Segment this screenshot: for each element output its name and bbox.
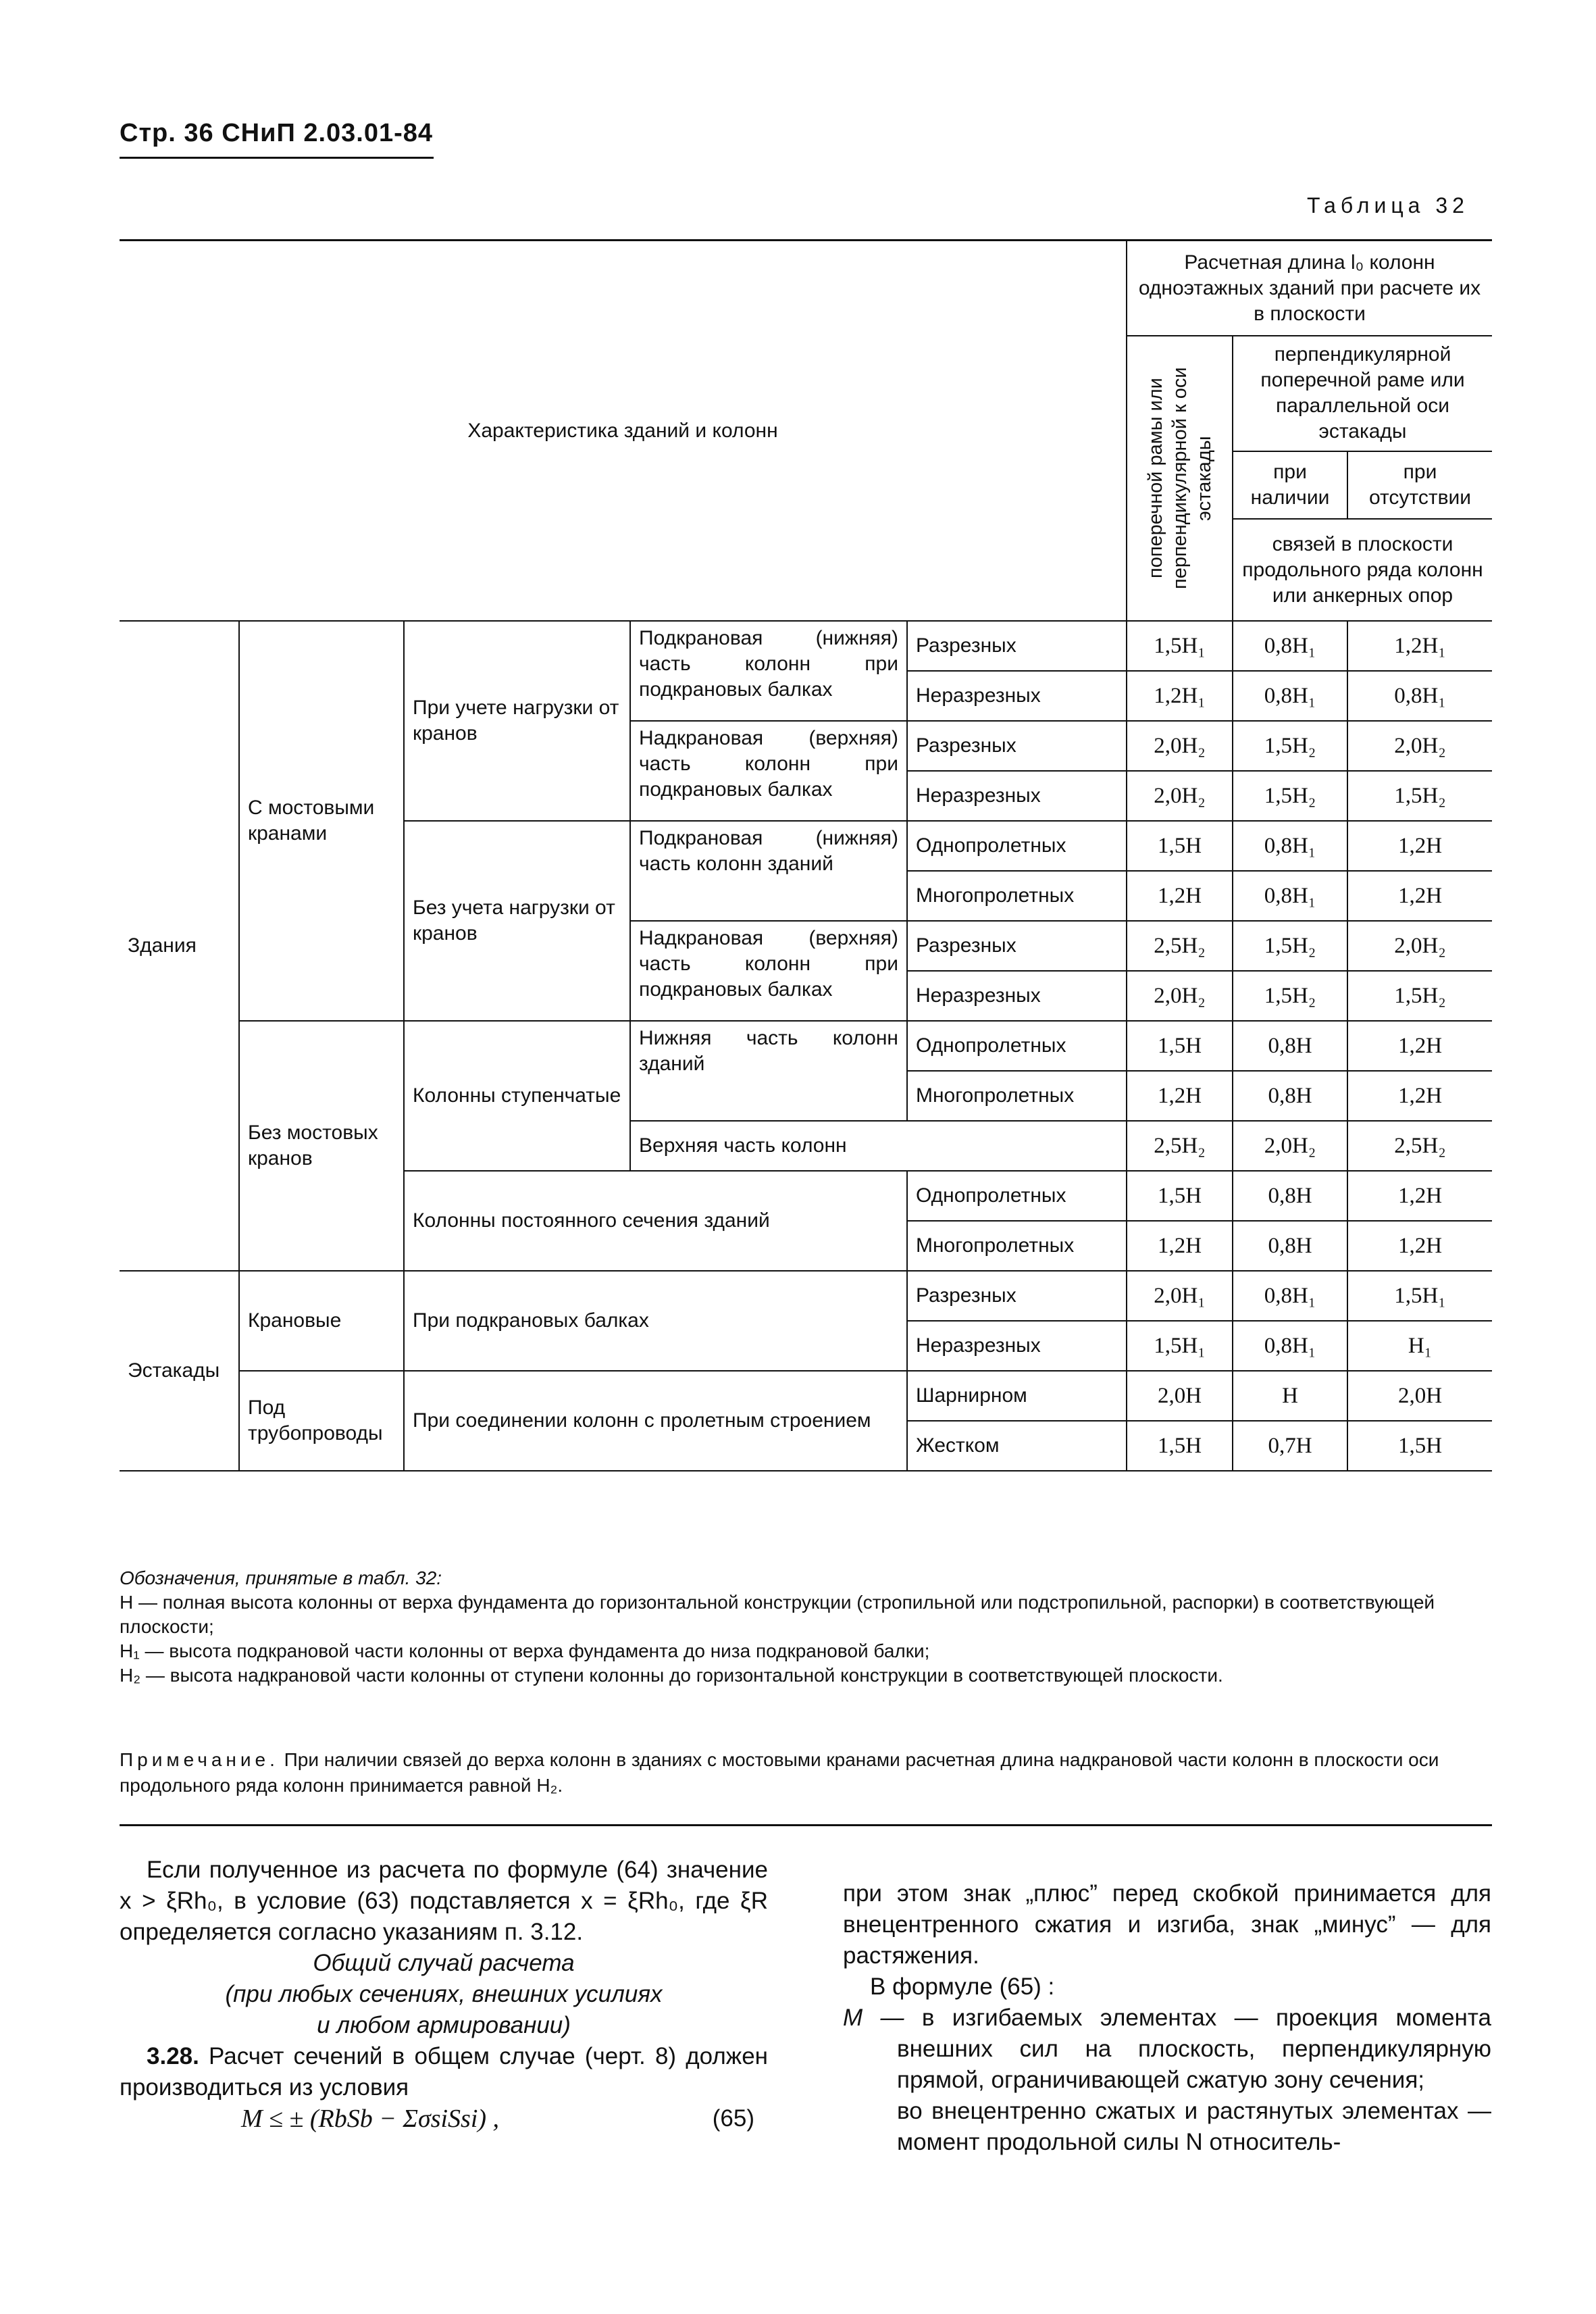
value-cell: 0,8H₁ — [1233, 1271, 1347, 1321]
paragraph: при этом знак „плюс” перед скобкой принимается для внецентренного сжатия и изгиба, знак „минус” — для растяжения. — [843, 1880, 1491, 1969]
right-column — [843, 1878, 1491, 2158]
formula-line — [120, 2103, 768, 2137]
part-upper-part: Верхняя часть колонн — [630, 1121, 1127, 1171]
left-column — [120, 1855, 768, 2137]
part-lower-part: Нижняя часть колонн зданий — [630, 1021, 907, 1121]
value-cell: 0,8H — [1233, 1071, 1347, 1121]
value-cell: 2,0H₂ — [1127, 771, 1233, 821]
head-without: при отсутствии — [1347, 451, 1492, 519]
value-cell: 1,5H — [1127, 1421, 1233, 1471]
value-cell: 1,5H₂ — [1233, 721, 1347, 771]
value-cell: 1,5H₁ — [1127, 621, 1233, 671]
value-cell: 1,5H₂ — [1233, 921, 1347, 971]
table-32 — [120, 241, 1492, 1472]
head-with: при наличии — [1233, 451, 1347, 519]
value-cell: 2,0H₂ — [1347, 721, 1492, 771]
group-on-crane-beams: При подкрановых балках — [404, 1271, 907, 1371]
head-bracing: связей в плоскости продольного ряда колонн или анкерных опор — [1233, 519, 1492, 621]
value-cell: 1,5H₁ — [1127, 1321, 1233, 1371]
value-cell: 1,5H — [1347, 1421, 1492, 1471]
subtitle: и любом армировании) — [317, 2012, 571, 2038]
value-cell: 1,5H — [1127, 821, 1233, 871]
type-split: Разрезных — [907, 721, 1127, 771]
part-lower-buildings: Подкрановая (нижняя) часть колонн зданий — [630, 821, 907, 921]
value-cell: 2,0H₂ — [1347, 921, 1492, 971]
notes-title: Обозначения, принятые в табл. 32: — [120, 1567, 442, 1588]
section-rule — [120, 1824, 1492, 1826]
group-pipelines: Под трубопроводы — [239, 1371, 404, 1471]
value-cell: 1,2H — [1347, 1071, 1492, 1121]
value-cell: 0,8H₁ — [1233, 871, 1347, 921]
value-cell: 2,0H₂ — [1127, 721, 1233, 771]
value-cell: 1,2H — [1347, 1021, 1492, 1071]
value-cell: 1,2H — [1347, 1171, 1492, 1221]
formula: M ≤ ± (RbSb − ΣσsiSsi) , — [241, 2105, 500, 2133]
value-cell: H — [1233, 1371, 1347, 1421]
remark-label: Примечание. — [120, 1749, 279, 1770]
value-cell: 1,5H₁ — [1347, 1271, 1492, 1321]
value-cell: 1,5H₂ — [1233, 771, 1347, 821]
value-cell: 2,0H — [1347, 1371, 1492, 1421]
type-single: Однопролетных — [907, 821, 1127, 871]
type-split: Разрезных — [907, 621, 1127, 671]
group-buildings: Здания — [120, 621, 239, 1271]
value-cell: 0,8H₁ — [1233, 621, 1347, 671]
value-cell: 1,2H₁ — [1127, 671, 1233, 721]
note-h2: H₂ — высота надкрановой части колонны от ступени колонны до горизонтальной конструкции в соответствующей плоскости. — [120, 1665, 1223, 1686]
clause-number: 3.28. — [147, 2043, 199, 2069]
type-continuous: Неразрезных — [907, 671, 1127, 721]
remark-text: При наличии связей до верха колонн в зданиях с мостовыми кранами расчетная длина надкрановой части колонн в плоскости оси продольного ряда колонн принимается равной H₂. — [120, 1749, 1439, 1796]
type-multi: Многопролетных — [907, 1221, 1127, 1271]
header-rule — [120, 157, 434, 159]
value-cell: 1,2H — [1127, 1221, 1233, 1271]
definition: во внецентренно сжатых и растянутых элементах — момент продольной силы N относитель- — [897, 2098, 1491, 2155]
table-notes — [120, 1566, 1492, 1688]
group-load-on: При учете нагрузки от кранов — [404, 621, 630, 821]
type-continuous: Неразрезных — [907, 771, 1127, 821]
group-load-off: Без учета нагрузки от кранов — [404, 821, 630, 1021]
group-span-joint: При соединении колонн с пролетным строением — [404, 1371, 907, 1471]
group-constant: Колонны постоянного сечения зданий — [404, 1171, 907, 1271]
paragraph: В формуле (65) : — [870, 1973, 1055, 2000]
value-cell: 1,2H — [1347, 1221, 1492, 1271]
value-cell: 0,8H₁ — [1233, 821, 1347, 871]
value-cell: 2,5H₂ — [1347, 1121, 1492, 1171]
type-single: Однопролетных — [907, 1021, 1127, 1071]
value-cell: 0,7H — [1233, 1421, 1347, 1471]
type-continuous: Неразрезных — [907, 971, 1127, 1021]
value-cell: 0,8H₁ — [1233, 1321, 1347, 1371]
part-upper-beams-2: Надкрановая (верхняя) часть колонн при подкрановых балках — [630, 921, 907, 1021]
value-cell: 2,0H₂ — [1127, 971, 1233, 1021]
type-multi: Многопролетных — [907, 1071, 1127, 1121]
value-cell: 1,2H — [1347, 871, 1492, 921]
value-cell: 1,5H₂ — [1233, 971, 1347, 1021]
paragraph — [120, 2041, 768, 2103]
value-cell: 0,8H — [1233, 1171, 1347, 1221]
value-cell: 1,2H₁ — [1347, 621, 1492, 671]
definition-text: в изгибаемых элементах — проекция момента внешних сил на плоскость, перпендикулярную прямой, ограничивающей сжатую зону сечения; — [897, 2005, 1491, 2093]
value-cell: 0,8H₁ — [1347, 671, 1492, 721]
definition — [843, 2003, 1491, 2096]
type-hinged: Шарнирном — [907, 1371, 1127, 1421]
head-transverse: поперечной рамы или перпендикулярной к оси эстакады — [1127, 336, 1233, 621]
type-single: Однопролетных — [907, 1171, 1127, 1221]
head-characteristic: Характеристика зданий и колонн — [120, 241, 1127, 621]
value-cell: 1,2H — [1127, 871, 1233, 921]
group-without-cranes: Без мостовых кранов — [239, 1021, 404, 1271]
subtitle: (при любых сечениях, внешних усилиях — [225, 1981, 663, 2007]
symbol-m: M — — [843, 2005, 904, 2031]
value-cell: 1,5H₂ — [1347, 771, 1492, 821]
type-split: Разрезных — [907, 921, 1127, 971]
value-cell: 2,0H — [1127, 1371, 1233, 1421]
value-cell: 2,0H₂ — [1233, 1121, 1347, 1171]
part-upper-beams: Надкрановая (верхняя) часть колонн при подкрановых балках — [630, 721, 907, 821]
value-cell: 2,5H₂ — [1127, 921, 1233, 971]
clause-text: Расчет сечений в общем случае (черт. 8) должен производиться из условия — [120, 2043, 768, 2101]
value-cell: 0,8H — [1233, 1021, 1347, 1071]
table-caption: Таблица 32 — [1307, 193, 1469, 218]
paragraph: Если полученное из расчета по формуле (64) значение x > ξRh₀, в условие (63) подставляется x = ξRh₀, где ξR определяется согласно указаниям п. 3.12. — [120, 1857, 768, 1945]
value-cell: 1,5H — [1127, 1021, 1233, 1071]
type-continuous: Неразрезных — [907, 1321, 1127, 1371]
group-with-cranes: С мостовыми кранами — [239, 621, 404, 1021]
group-overpasses: Эстакады — [120, 1271, 239, 1471]
group-crane: Крановые — [239, 1271, 404, 1371]
head-design-length: Расчетная длина l₀ колонн одноэтажных зданий при расчете их в плоскости — [1127, 241, 1492, 336]
formula-number: (65) — [712, 2105, 754, 2132]
value-cell: 0,8H — [1233, 1221, 1347, 1271]
value-cell: 1,2H — [1347, 821, 1492, 871]
page-header: Стр. 36 СНиП 2.03.01-84 — [120, 119, 434, 147]
value-cell: 1,5H₂ — [1347, 971, 1492, 1021]
value-cell: H₁ — [1347, 1321, 1492, 1371]
value-cell: 1,5H — [1127, 1171, 1233, 1221]
value-cell: 1,2H — [1127, 1071, 1233, 1121]
part-lower-beams: Подкрановая (нижняя) часть колонн при подкрановых балках — [630, 621, 907, 721]
note-h1: H₁ — высота подкрановой части колонны от верха фундамента до низа подкрановой балки; — [120, 1640, 930, 1661]
type-split: Разрезных — [907, 1271, 1127, 1321]
table-remark — [120, 1747, 1492, 1799]
subtitle: Общий случай расчета — [313, 1950, 575, 1976]
type-multi: Многопролетных — [907, 871, 1127, 921]
head-perpendicular: перпендикулярной поперечной раме или параллельной оси эстакады — [1233, 336, 1492, 451]
note-h: H — полная высота колонны от верха фундамента до горизонтальной конструкции (стропильной или подстропильной, распорки) в соответствующей плоскости; — [120, 1592, 1435, 1637]
value-cell: 2,5H₂ — [1127, 1121, 1233, 1171]
group-stepped: Колонны ступенчатые — [404, 1021, 630, 1171]
value-cell: 2,0H₁ — [1127, 1271, 1233, 1321]
value-cell: 0,8H₁ — [1233, 671, 1347, 721]
type-rigid: Жестком — [907, 1421, 1127, 1471]
